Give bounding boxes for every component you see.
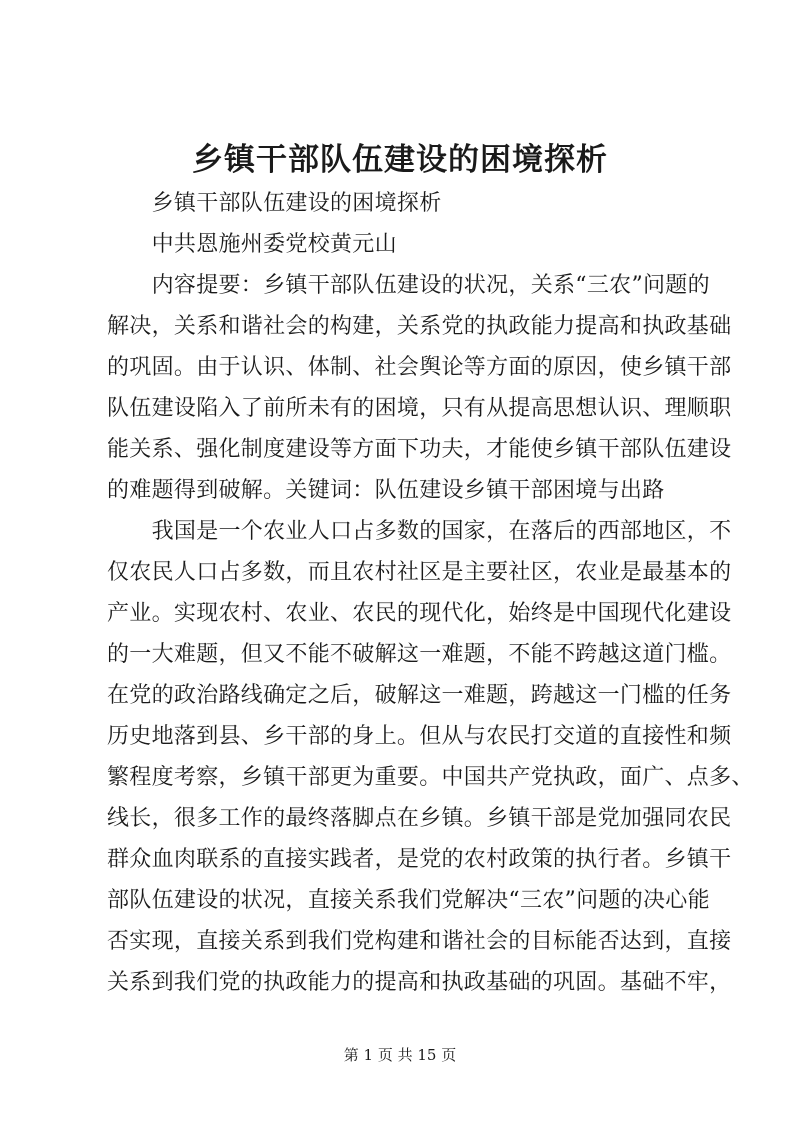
body-line-7: 能关系、强化制度建设等方面下功夫，才能使乡镇干部队伍建设	[107, 437, 732, 462]
page-number-footer: 第 1 页 共 15 页	[343, 1046, 457, 1064]
body-line-8: 的难题得到破解。关键词：队伍建设乡镇干部困境与出路	[107, 478, 665, 503]
body-line-3: 内容提要：乡镇干部队伍建设的状况，关系“三农”问题的	[107, 273, 710, 298]
body-line-1: 乡镇干部队伍建设的困境探析	[107, 191, 442, 216]
body-line-2: 中共恩施州委党校黄元山	[107, 232, 397, 257]
body-line-4: 解决，关系和谐社会的构建，关系党的执政能力提高和执政基础	[107, 314, 732, 339]
body-line-10: 仅农民人口占多数，而且农村社区是主要社区，农业是最基本的	[107, 560, 732, 585]
body-line-18: 部队伍建设的状况，直接关系我们党解决“三农”问题的决心能	[107, 888, 710, 913]
body-line-12: 的一大难题，但又不能不破解这一难题，不能不跨越这道门槛。	[107, 642, 732, 667]
body-line-14: 历史地落到县、乡干部的身上。但从与农民打交道的直接性和频	[107, 724, 732, 749]
body-line-15: 繁程度考察，乡镇干部更为重要。中国共产党执政，面广、点多、	[107, 765, 754, 790]
body-line-19: 否实现，直接关系到我们党构建和谐社会的目标能否达到，直接	[107, 929, 732, 954]
body-line-5: 的巩固。由于认识、体制、社会舆论等方面的原因，使乡镇干部	[107, 355, 732, 380]
body-line-6: 队伍建设陷入了前所未有的困境，只有从提高思想认识、理顺职	[107, 396, 732, 421]
body-line-11: 产业。实现农村、农业、农民的现代化，始终是中国现代化建设	[107, 601, 732, 626]
body-line-13: 在党的政治路线确定之后，破解这一难题，跨越这一门槛的任务	[107, 683, 732, 708]
document-title: 乡镇干部队伍建设的困境探析	[192, 142, 608, 178]
body-line-16: 线长，很多工作的最终落脚点在乡镇。乡镇干部是党加强同农民	[107, 806, 732, 831]
body-line-20: 关系到我们党的执政能力的提高和执政基础的巩固。基础不牢，	[107, 970, 732, 995]
body-line-9: 我国是一个农业人口占多数的国家，在落后的西部地区，不	[107, 519, 732, 544]
body-line-17: 群众血肉联系的直接实践者，是党的农村政策的执行者。乡镇干	[107, 847, 732, 872]
